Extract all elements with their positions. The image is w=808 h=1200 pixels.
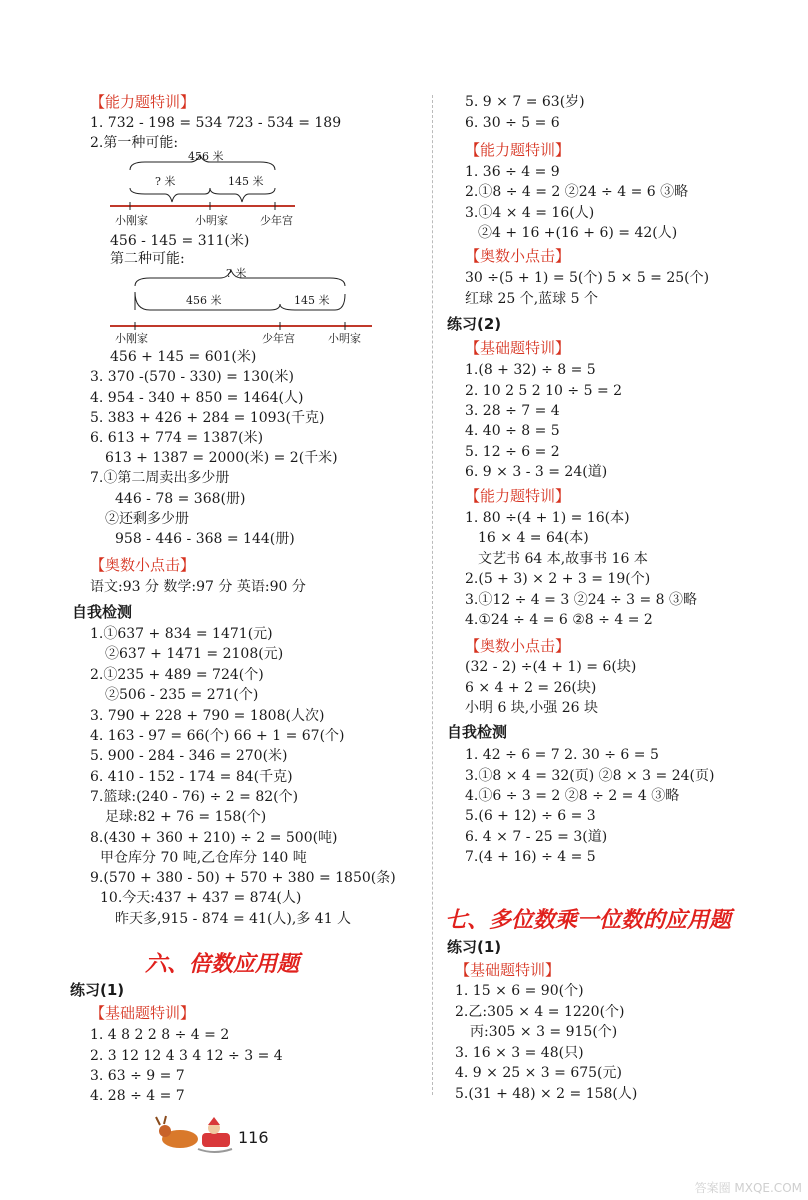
right-line-38: 【基础题特训】 xyxy=(455,961,561,979)
diagram1-total: 456 米 xyxy=(188,150,224,163)
diagram2-p1: 小刚家 xyxy=(115,332,148,345)
right-line-12: 1.(8 + 32) ÷ 8 = 5 xyxy=(465,362,596,378)
left-line-23: 4. 163 - 97 = 66(个) 66 + 1 = 67(个) xyxy=(90,728,345,744)
left-line-9: 6. 613 + 774 = 1387(米) xyxy=(90,430,264,446)
right-line-19: 1. 80 ÷(4 + 1) = 16(本) xyxy=(465,510,630,526)
left-line-19: ②637 + 1471 = 2108(元) xyxy=(105,646,284,662)
left-line-26: 7.篮球:(240 - 76) ÷ 2 = 82(个) xyxy=(90,789,299,805)
right-line-25: 【奥数小点击】 xyxy=(465,637,571,655)
left-line-32: 昨天多,915 - 874 = 41(人),多 41 人 xyxy=(115,911,352,927)
right-line-27: 6 × 4 + 2 = 26(块) xyxy=(465,680,597,696)
right-line-21: 文艺书 64 本,故事书 16 本 xyxy=(478,551,648,567)
left-line-34: 练习(1) xyxy=(70,981,125,999)
right-line-20: 16 × 4 = 64(本) xyxy=(478,530,589,546)
left-line-2: 2.第一种可能: xyxy=(90,135,179,151)
right-line-10: 练习(2) xyxy=(447,315,502,333)
left-line-13: ②还剩多少册 xyxy=(105,511,189,527)
right-line-32: 4.①6 ÷ 3 = 2 ②8 ÷ 2 = 4 ③略 xyxy=(465,788,680,804)
diagram2-p2: 少年宫 xyxy=(262,332,295,345)
diagram1-unknown: ? 米 xyxy=(155,175,176,188)
diagram2-total: ? 米 xyxy=(226,267,247,280)
right-line-13: 2. 10 2 5 2 10 ÷ 5 = 2 xyxy=(465,383,623,399)
left-line-0: 【能力题特训】 xyxy=(90,93,196,111)
left-line-5: 456 + 145 = 601(米) xyxy=(110,349,257,365)
right-line-8: 30 ÷(5 + 1) = 5(个) 5 × 5 = 25(个) xyxy=(465,270,710,286)
left-line-37: 2. 3 12 12 4 3 4 12 ÷ 3 = 4 xyxy=(90,1048,283,1064)
right-line-18: 【能力题特训】 xyxy=(465,487,571,505)
right-line-24: 4.①24 ÷ 4 = 6 ②8 ÷ 4 = 2 xyxy=(465,612,653,628)
left-line-4: 第二种可能: xyxy=(110,251,185,267)
watermark: 答案圈 MXQE.COM xyxy=(694,1181,802,1195)
right-line-41: 丙:305 × 3 = 915(个) xyxy=(470,1024,618,1040)
diagram1-p1: 小刚家 xyxy=(115,214,148,227)
right-line-6: ②4 + 16 +(16 + 6) = 42(人) xyxy=(478,225,678,241)
right-line-11: 【基础题特训】 xyxy=(465,339,571,357)
left-line-11: 7.①第二周卖出多少册 xyxy=(90,470,230,486)
right-line-3: 1. 36 ÷ 4 = 9 xyxy=(465,164,560,180)
left-line-7: 4. 954 - 340 + 850 = 1464(人) xyxy=(90,390,304,406)
left-line-20: 2.①235 + 489 = 724(个) xyxy=(90,667,264,683)
left-line-1: 1. 732 - 198 = 534 723 - 534 = 189 xyxy=(90,115,342,131)
right-line-9: 红球 25 个,蓝球 5 个 xyxy=(465,291,598,307)
left-line-30: 9.(570 + 380 - 50) + 570 + 380 = 1850(条) xyxy=(90,870,396,886)
right-line-16: 5. 12 ÷ 6 = 2 xyxy=(465,444,560,460)
right-line-22: 2.(5 + 3) × 2 + 3 = 19(个) xyxy=(465,571,651,587)
right-line-31: 3.①8 × 4 = 32(页) ②8 × 3 = 24(页) xyxy=(465,768,715,784)
right-line-4: 2.①8 ÷ 4 = 2 ②24 ÷ 4 = 6 ③略 xyxy=(465,184,689,200)
right-line-14: 3. 28 ÷ 7 = 4 xyxy=(465,403,560,419)
left-line-31: 10.今天:437 + 437 = 874(人) xyxy=(100,890,302,906)
left-line-28: 8.(430 + 360 + 210) ÷ 2 = 500(吨) xyxy=(90,830,338,846)
left-line-10: 613 + 1387 = 2000(米) = 2(千米) xyxy=(105,450,338,466)
left-line-22: 3. 790 + 228 + 790 = 1808(人次) xyxy=(90,708,325,724)
left-line-14: 958 - 446 - 368 = 144(册) xyxy=(115,531,295,547)
right-line-28: 小明 6 块,小强 26 块 xyxy=(465,700,598,716)
left-line-15: 【奥数小点击】 xyxy=(90,556,196,574)
left-line-29: 甲仓库分 70 吨,乙仓库分 140 吨 xyxy=(100,850,307,866)
diagram1-p3: 少年宫 xyxy=(260,214,293,227)
right-line-34: 6. 4 × 7 - 25 = 3(道) xyxy=(465,829,608,845)
right-line-26: (32 - 2) ÷(4 + 1) = 6(块) xyxy=(465,659,637,675)
right-line-44: 5.(31 + 48) × 2 = 158(人) xyxy=(455,1086,638,1102)
left-line-27: 足球:82 + 76 = 158(个) xyxy=(105,809,267,825)
diagram1-part: 145 米 xyxy=(228,175,264,188)
right-line-7: 【奥数小点击】 xyxy=(465,247,571,265)
left-line-8: 5. 383 + 426 + 284 = 1093(千克) xyxy=(90,410,325,426)
page-number: 116 xyxy=(238,1128,269,1147)
right-line-5: 3.①4 × 4 = 16(人) xyxy=(465,205,595,221)
left-line-6: 3. 370 -(570 - 330) = 130(米) xyxy=(90,369,294,385)
right-line-43: 4. 9 × 25 × 3 = 675(元) xyxy=(455,1065,622,1081)
left-line-17: 自我检测 xyxy=(72,603,133,621)
right-line-23: 3.①12 ÷ 4 = 3 ②24 ÷ 3 = 8 ③略 xyxy=(465,592,698,608)
diagram2-p3: 小明家 xyxy=(328,332,361,345)
right-line-39: 1. 15 × 6 = 90(个) xyxy=(455,983,584,999)
reindeer-sleigh-icon xyxy=(150,1115,235,1155)
left-line-35: 【基础题特训】 xyxy=(90,1004,196,1022)
right-line-35: 7.(4 + 16) ÷ 4 = 5 xyxy=(465,849,596,865)
column-divider xyxy=(432,95,433,1095)
left-line-3: 456 - 145 = 311(米) xyxy=(110,233,250,249)
diagram2-part: 145 米 xyxy=(294,294,330,307)
right-line-15: 4. 40 ÷ 8 = 5 xyxy=(465,423,560,439)
right-line-17: 6. 9 × 3 - 3 = 24(道) xyxy=(465,464,608,480)
left-line-21: ②506 - 235 = 271(个) xyxy=(105,687,259,703)
right-line-33: 5.(6 + 12) ÷ 6 = 3 xyxy=(465,808,596,824)
left-line-12: 446 - 78 = 368(册) xyxy=(115,491,246,507)
right-line-37: 练习(1) xyxy=(447,938,502,956)
left-line-36: 1. 4 8 2 2 8 ÷ 4 = 2 xyxy=(90,1027,230,1043)
right-line-2: 【能力题特训】 xyxy=(465,141,571,159)
right-line-36: 七、多位数乘一位数的应用题 xyxy=(445,908,732,933)
right-line-1: 6. 30 ÷ 5 = 6 xyxy=(465,115,560,131)
left-line-38: 3. 63 ÷ 9 = 7 xyxy=(90,1068,185,1084)
right-line-42: 3. 16 × 3 = 48(只) xyxy=(455,1045,584,1061)
right-line-0: 5. 9 × 7 = 63(岁) xyxy=(465,94,585,110)
right-line-29: 自我检测 xyxy=(447,723,508,741)
left-line-33: 六、倍数应用题 xyxy=(145,952,300,977)
right-line-40: 2.乙:305 × 4 = 1220(个) xyxy=(455,1004,625,1020)
left-line-24: 5. 900 - 284 - 346 = 270(米) xyxy=(90,748,288,764)
left-line-18: 1.①637 + 834 = 1471(元) xyxy=(90,626,273,642)
diagram1-p2: 小明家 xyxy=(195,214,228,227)
left-line-16: 语文:93 分 数学:97 分 英语:90 分 xyxy=(90,579,306,595)
left-line-25: 6. 410 - 152 - 174 = 84(千克) xyxy=(90,769,293,785)
right-line-30: 1. 42 ÷ 6 = 7 2. 30 ÷ 6 = 5 xyxy=(465,747,659,763)
left-line-39: 4. 28 ÷ 4 = 7 xyxy=(90,1088,185,1104)
diagram2-whole: 456 米 xyxy=(186,294,222,307)
